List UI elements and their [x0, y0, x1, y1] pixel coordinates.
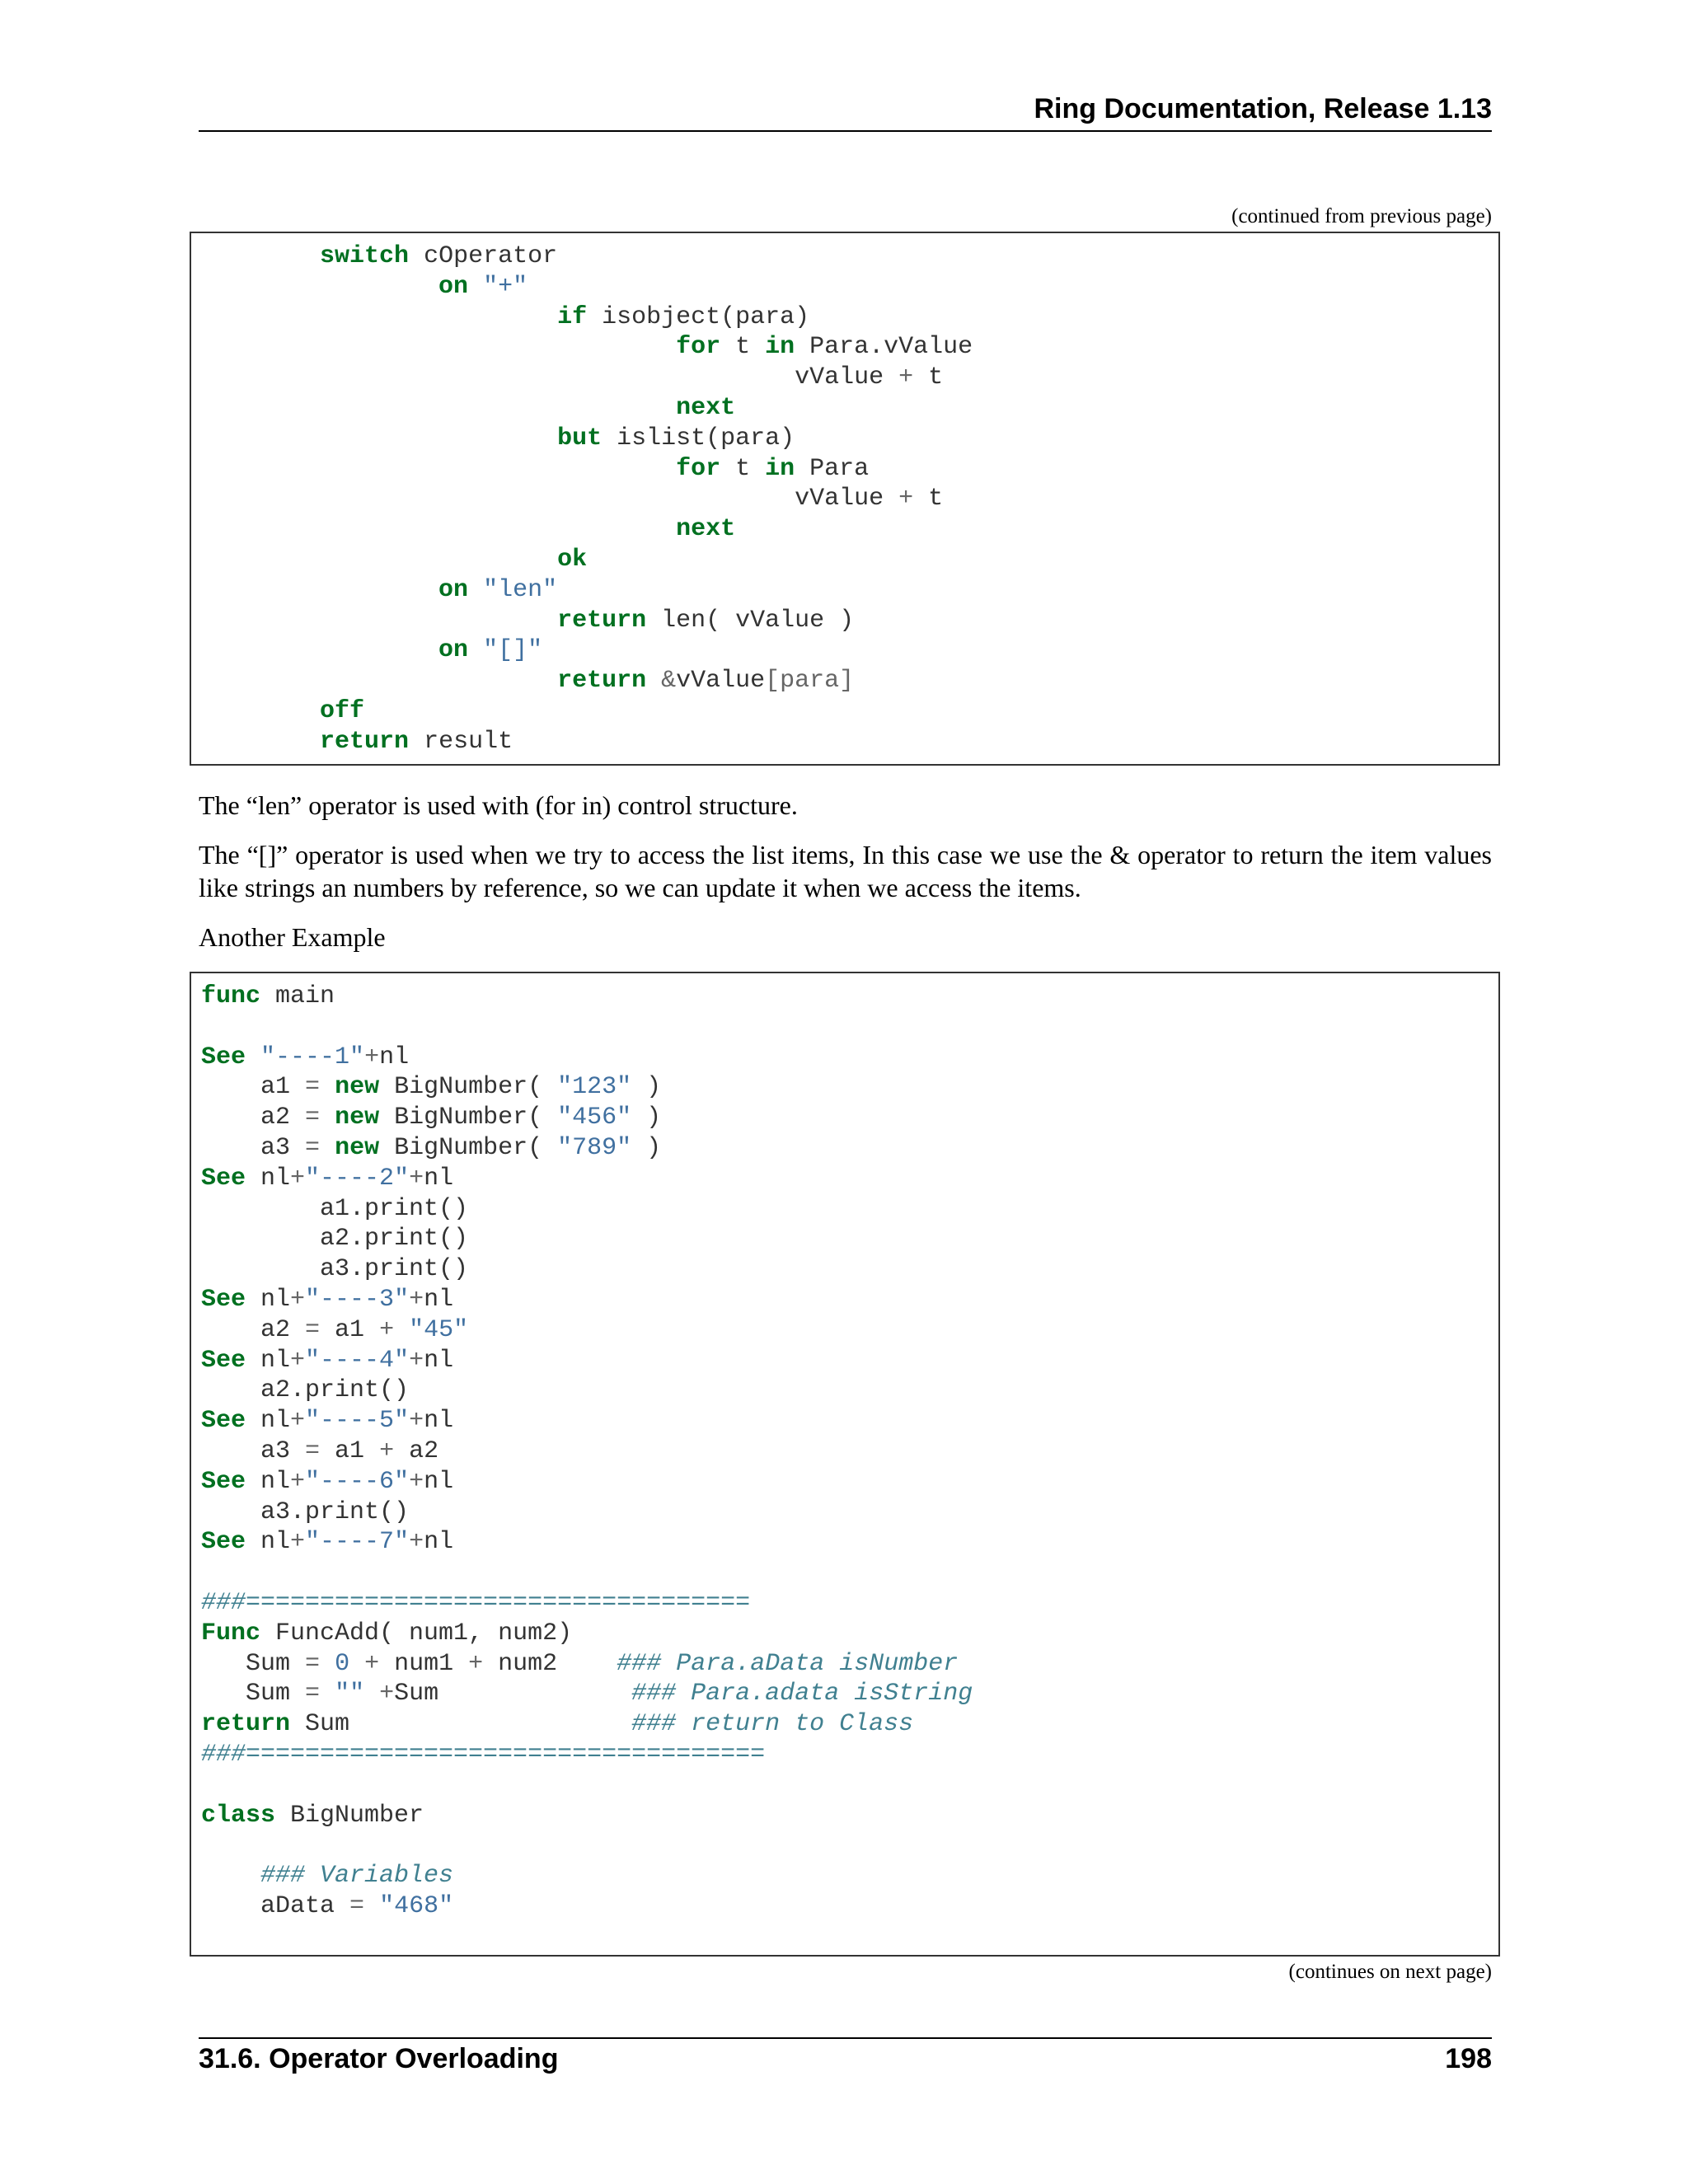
code-operator: = [349, 1891, 365, 1920]
code-keyword: Func [201, 1619, 261, 1647]
code-operator: [para] [765, 667, 855, 696]
code-token: len( vValue ) [646, 606, 855, 635]
code-operator: + [290, 1467, 306, 1496]
code-block-switch [190, 232, 1500, 766]
code-keyword: next [676, 393, 736, 422]
code-token: a2 [201, 1104, 306, 1132]
code-string: "----1" [260, 1043, 365, 1071]
code-operator: + [898, 363, 914, 392]
code-keyword: return [201, 1710, 291, 1739]
code-operator: + [409, 1407, 424, 1436]
code-operator: & [661, 667, 677, 696]
code-token: Para.vValue [795, 333, 973, 362]
code-token [201, 242, 320, 270]
code-keyword: on [438, 636, 469, 665]
code-token: Sum [290, 1710, 632, 1739]
code-token: a2 [201, 1315, 306, 1344]
code-token: nl [246, 1407, 291, 1436]
code-token: result [409, 727, 513, 756]
footer-page-number: 198 [1445, 2043, 1492, 2074]
code-token [468, 576, 483, 604]
code-operator: + [409, 1164, 424, 1193]
code-token: nl [424, 1467, 454, 1496]
code-string: "len" [483, 575, 558, 604]
code-token [201, 576, 438, 604]
code-keyword: ok [557, 545, 588, 574]
code-token: a2 [394, 1436, 439, 1465]
code-keyword: for [676, 454, 721, 483]
code-token: a3.print() [201, 1497, 410, 1526]
code-string: "" [335, 1680, 365, 1708]
code-token: a1 [320, 1315, 380, 1344]
code-token: nl [424, 1346, 454, 1375]
code-token [201, 697, 320, 725]
code-token: a3 [201, 1436, 306, 1465]
code-token: isobject(para) [587, 302, 810, 331]
code-operator: + [468, 1649, 484, 1678]
code-token: islist(para) [602, 424, 795, 452]
code-operator: + [379, 1436, 395, 1465]
footer-rule [199, 2037, 1492, 2039]
code-comment: ###================================== [201, 1588, 751, 1617]
code-keyword: return [557, 606, 647, 635]
code-token [468, 636, 483, 664]
code-token [201, 273, 438, 301]
code-token [201, 636, 438, 664]
code-token: Sum [394, 1680, 632, 1708]
code-string: "----2" [305, 1164, 410, 1193]
paragraph-brackets-operator: The “[]” operator is used when we try to access the list items, In this case we use the & operator to return the item values like strings an numbers by reference, so we can update it when we access the items. [199, 840, 1492, 902]
code-token: nl [246, 1528, 291, 1557]
footer-section-title: 31.6. Operator Overloading [199, 2043, 559, 2074]
code-operator: = [305, 1104, 321, 1132]
code-keyword: new [335, 1133, 380, 1162]
code-token [201, 303, 557, 331]
code-operator: = [305, 1073, 321, 1102]
code-keyword: on [438, 272, 469, 301]
code-string: "456" [557, 1104, 632, 1132]
code-string: "[]" [483, 636, 543, 665]
code-token: vValue [201, 363, 899, 392]
code-token: Para [795, 454, 870, 483]
code-operator: + [290, 1528, 306, 1557]
code-string: "45" [409, 1315, 469, 1344]
code-token: t [720, 333, 766, 362]
continues-on-note: (continues on next page) [1288, 1961, 1492, 1983]
code-token: nl [424, 1164, 454, 1193]
code-keyword: func [201, 982, 261, 1010]
code-keyword: See [201, 1285, 246, 1314]
code-token [201, 667, 557, 695]
code-token: BigNumber( [379, 1073, 558, 1102]
code-token [201, 546, 557, 574]
code-token: nl [246, 1285, 291, 1314]
code-token: ) [631, 1133, 662, 1162]
code-token: nl [246, 1467, 291, 1496]
code-token: BigNumber( [379, 1133, 558, 1162]
code-keyword: for [676, 333, 721, 362]
code-token [320, 1650, 335, 1678]
code-operator: = [305, 1436, 321, 1465]
code-token [201, 1862, 260, 1890]
code-keyword: See [201, 1043, 246, 1071]
code-operator: + [290, 1285, 306, 1314]
code-token [201, 728, 320, 756]
code-operator: + [409, 1285, 424, 1314]
code-comment: ### Para.adata isString [631, 1680, 973, 1708]
code-keyword: See [201, 1346, 246, 1375]
code-token: a1 [201, 1073, 306, 1102]
code-token [201, 607, 557, 635]
code-keyword: in [765, 454, 795, 483]
code-block-bignumber [190, 972, 1500, 1957]
code-token: Sum [201, 1649, 306, 1678]
code-comment: ### Para.aData isNumber [617, 1649, 959, 1678]
code-keyword: return [320, 727, 410, 756]
code-string: "----6" [305, 1467, 410, 1496]
paragraph-len-operator: The “len” operator is used with (for in) control structure. [199, 790, 798, 820]
code-token [468, 273, 483, 301]
code-token: nl [246, 1164, 291, 1193]
code-token: FuncAdd( num1, num2) [260, 1619, 573, 1647]
code-operator: + [898, 485, 914, 513]
code-string: "789" [557, 1133, 632, 1162]
code-token [320, 1134, 335, 1162]
code-keyword: next [676, 515, 736, 544]
code-token: nl [379, 1043, 410, 1071]
code-token [320, 1104, 335, 1132]
code-string: "----4" [305, 1346, 410, 1375]
code-string: 0 [335, 1649, 350, 1678]
code-keyword: return [557, 667, 647, 696]
header-rule [199, 130, 1492, 132]
code-operator: + [379, 1680, 395, 1708]
code-keyword: in [765, 333, 795, 362]
code-token [364, 1892, 379, 1920]
code-operator: + [290, 1346, 306, 1375]
code-operator: = [305, 1680, 321, 1708]
code-token: BigNumber( [379, 1104, 558, 1132]
code-keyword: on [438, 575, 469, 604]
continued-from-note: (continued from previous page) [1231, 205, 1492, 227]
code-string: "----7" [305, 1528, 410, 1557]
code-token: a1 [320, 1436, 380, 1465]
code-token [394, 1316, 409, 1344]
code-token: BigNumber [275, 1801, 424, 1830]
code-keyword: switch [320, 242, 410, 270]
code-token: a2.print() [201, 1376, 410, 1405]
code-comment: ### return to Class [631, 1710, 914, 1739]
code-string: "----3" [305, 1285, 410, 1314]
code-token [646, 667, 661, 695]
code-string: "123" [557, 1073, 632, 1102]
code-token [246, 1043, 260, 1071]
code-token: vValue [676, 667, 766, 696]
code-keyword: new [335, 1073, 380, 1102]
code-token: t [913, 363, 944, 392]
code-token: a1.print() [201, 1194, 469, 1223]
code-text [201, 982, 1489, 1922]
code-keyword: See [201, 1467, 246, 1496]
code-token [201, 394, 676, 422]
code-operator: + [409, 1467, 424, 1496]
code-operator: + [364, 1649, 380, 1678]
code-token: main [260, 982, 335, 1010]
code-operator: = [305, 1315, 321, 1344]
code-token [364, 1680, 379, 1708]
code-operator: + [290, 1407, 306, 1436]
page-header: Ring Documentation, Release 1.13 [1034, 93, 1492, 124]
code-keyword: See [201, 1528, 246, 1557]
code-operator: + [364, 1043, 380, 1071]
code-token: num2 [483, 1649, 617, 1678]
code-token: a3 [201, 1133, 306, 1162]
code-keyword: new [335, 1104, 380, 1132]
code-operator: + [409, 1528, 424, 1557]
code-token: t [720, 454, 766, 483]
code-token: ) [631, 1073, 662, 1102]
code-token: cOperator [409, 242, 558, 270]
code-keyword: See [201, 1407, 246, 1436]
code-keyword: class [201, 1801, 276, 1830]
code-token [201, 455, 676, 483]
code-keyword: See [201, 1164, 246, 1193]
code-token: nl [424, 1407, 454, 1436]
code-token: ) [631, 1104, 662, 1132]
code-token [201, 333, 676, 361]
code-token: nl [246, 1346, 291, 1375]
code-operator: + [379, 1315, 395, 1344]
code-token: a3.print() [201, 1255, 469, 1284]
code-operator: + [409, 1346, 424, 1375]
code-operator: = [305, 1133, 321, 1162]
code-token: num1 [379, 1649, 469, 1678]
page-footer [199, 2042, 1492, 2075]
code-token: t [913, 485, 944, 513]
code-token [201, 424, 557, 452]
code-comment: ###=================================== [201, 1740, 766, 1769]
code-keyword: off [320, 696, 365, 725]
code-keyword: but [557, 424, 603, 452]
paragraph-another-example: Another Example [199, 922, 386, 952]
code-token: vValue [201, 485, 899, 513]
code-keyword: if [557, 302, 588, 331]
code-comment: ### Variables [260, 1862, 454, 1891]
code-token [349, 1650, 364, 1678]
code-string: "----5" [305, 1407, 410, 1436]
code-token [201, 515, 676, 543]
code-token: aData [201, 1891, 350, 1920]
code-token [320, 1680, 335, 1708]
code-token [320, 1073, 335, 1101]
code-text [201, 241, 1489, 757]
code-token: nl [424, 1285, 454, 1314]
code-string: "468" [379, 1891, 454, 1920]
code-token: Sum [201, 1680, 306, 1708]
code-token: a2.print() [201, 1225, 469, 1254]
code-token: nl [424, 1528, 454, 1557]
code-operator: = [305, 1649, 321, 1678]
code-operator: + [290, 1164, 306, 1193]
code-string: "+" [483, 272, 528, 301]
